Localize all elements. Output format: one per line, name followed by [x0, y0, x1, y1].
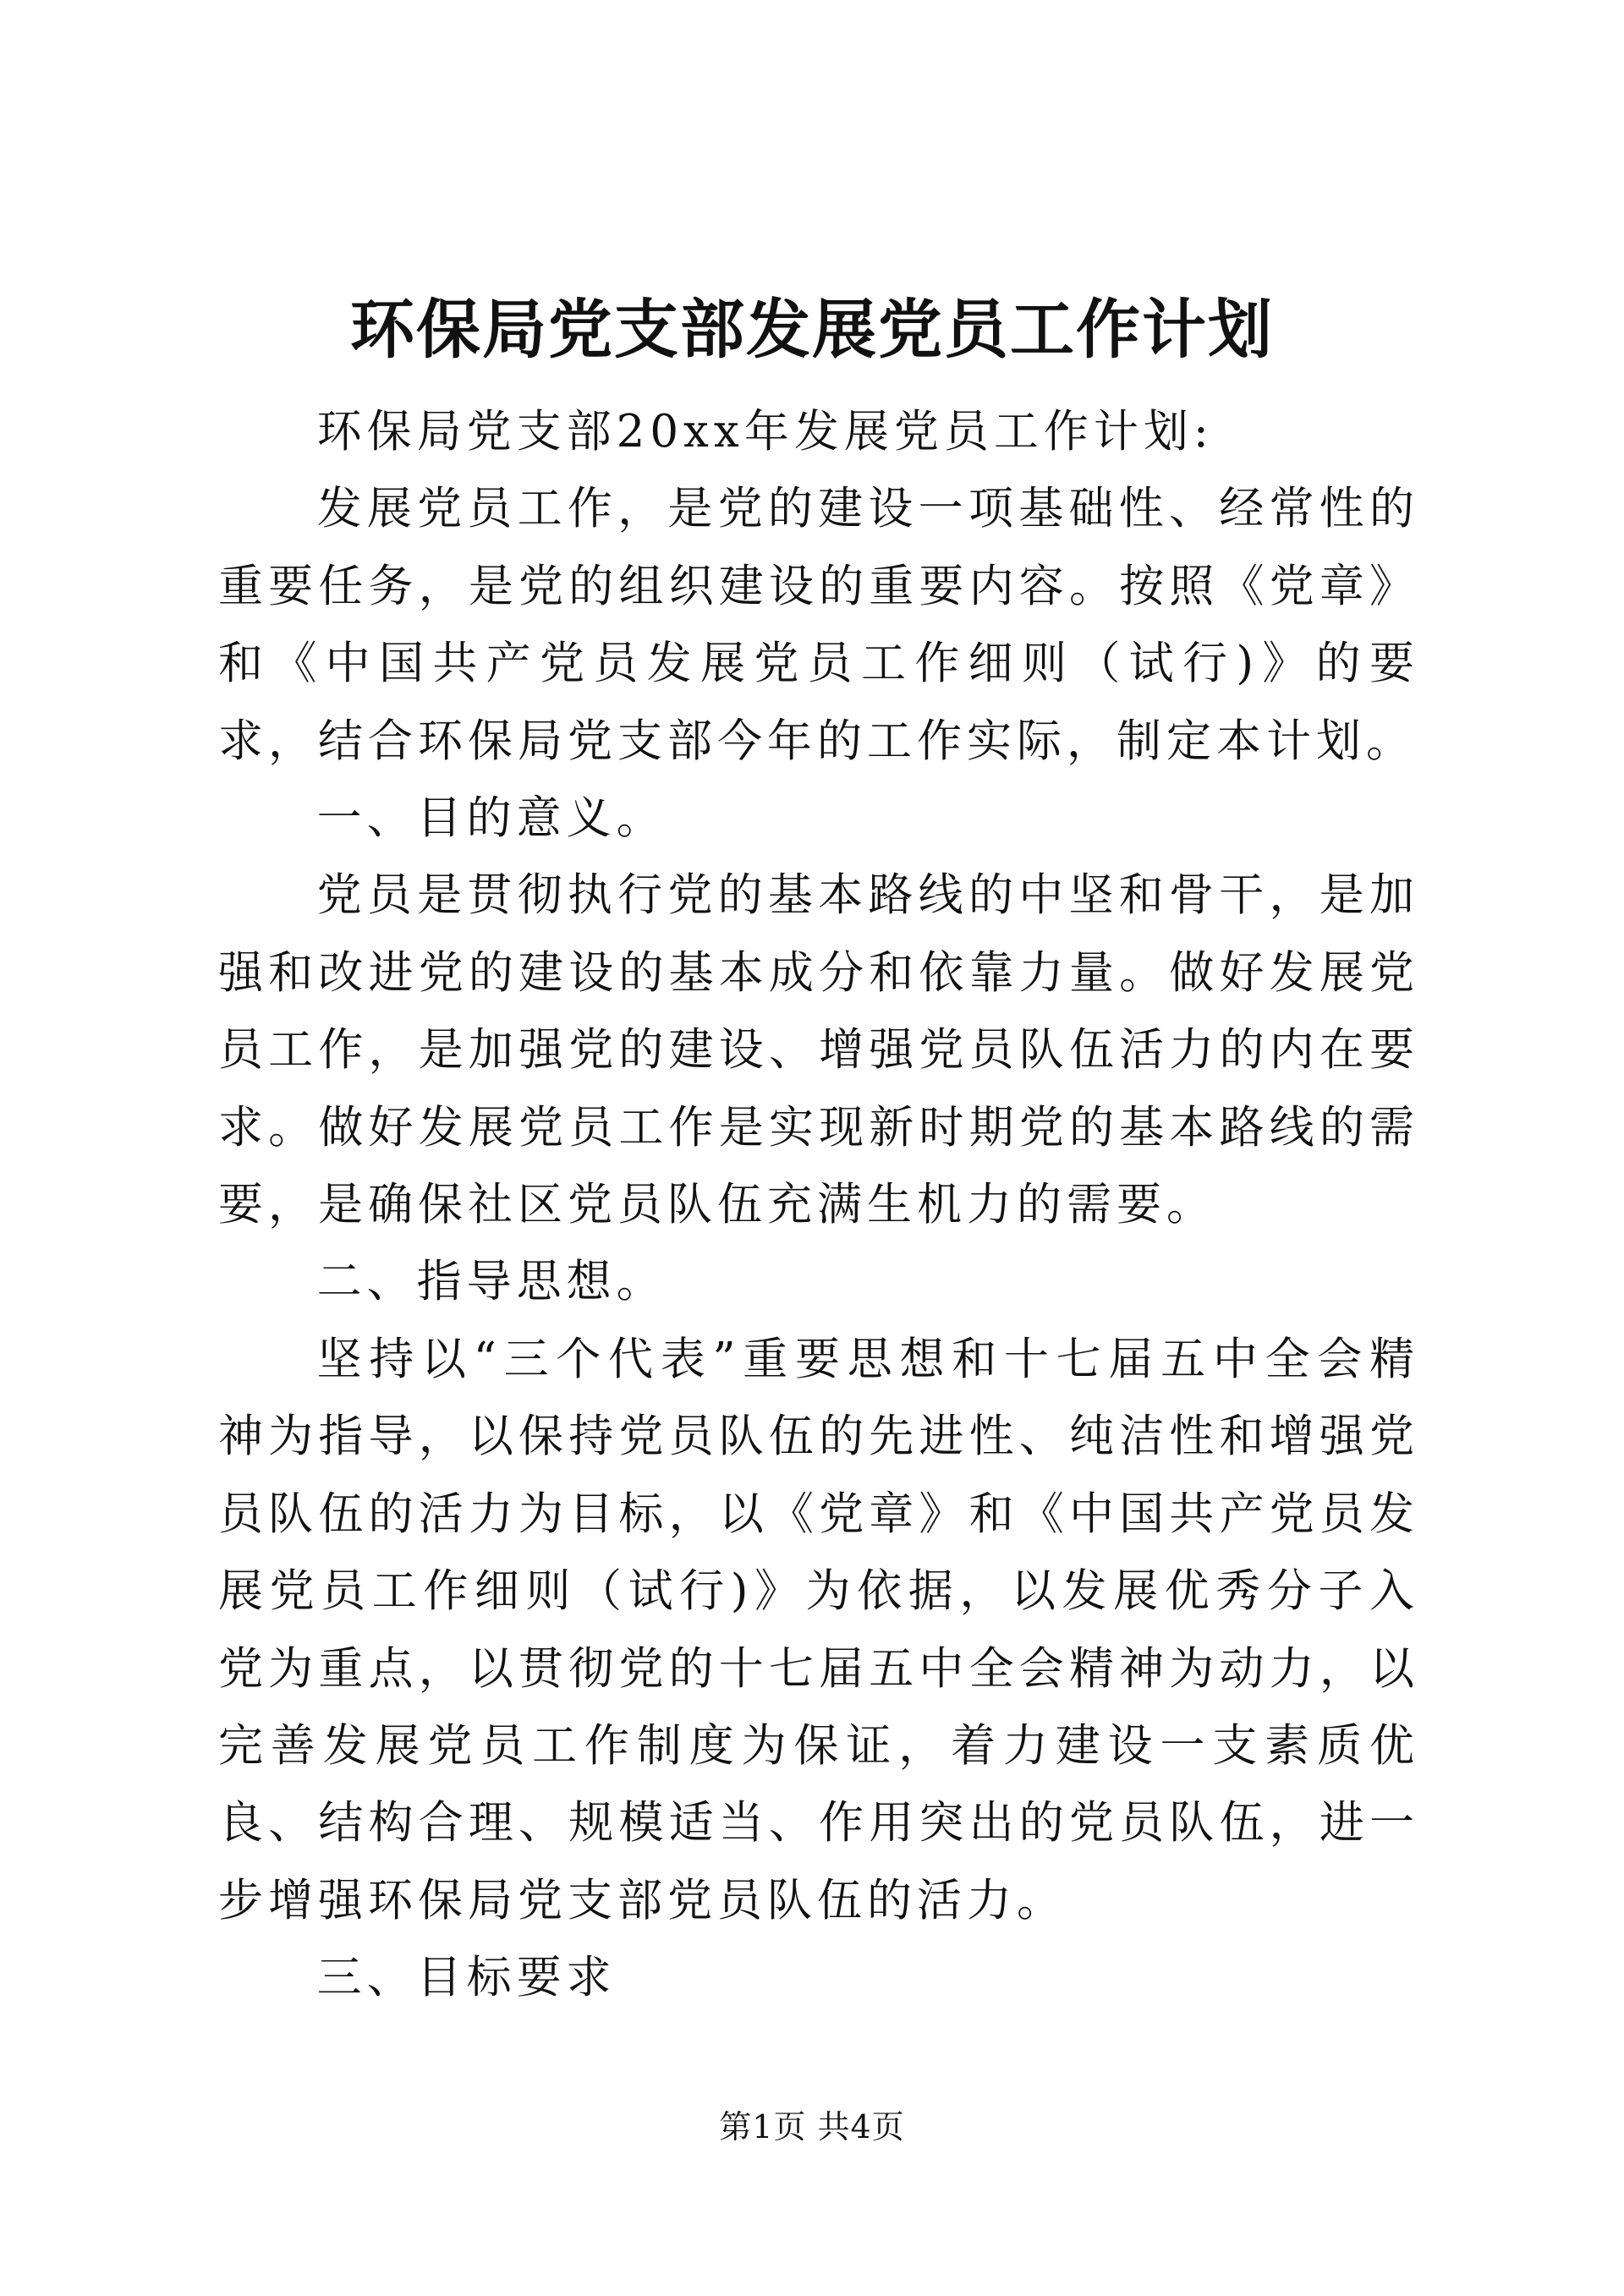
section-heading-goals: 三、目标要求 [316, 1952, 617, 2004]
document-body [218, 393, 1419, 2017]
paragraph-overview: 发展党员工作，是党的建设一项基础性、经常性的重要任务，是党的组织建设的重要内容。按照《党章》和《中国共产党员发展党员工作细则（试行)》的要求，结合环保局党支部今年的工作实际，制定本计划。 [218, 483, 1419, 767]
section-heading-purpose: 一、目的意义。 [316, 792, 667, 845]
page-footer: 第1页 共4页 [719, 2108, 905, 2145]
paragraph-guideline: 坚持以“三个代表”重要思想和十七届五中全会精神为指导，以保持党员队伍的先进性、纯洁性和增强党员队伍的活力为目标，以《党章》和《中国共产党员发展党员工作细则（试行)》为依据，以发展优秀分子入党为重点，以贯彻党的十七届五中全会精神为动力，以完善发展党员工作制度为保证，着力建设一支素质优良、结构合理、规模适当、作用突出的党员队伍，进一步增强环保局党支部党员队伍的活力。 [218, 1333, 1419, 1926]
section-heading-guideline: 二、指导思想。 [316, 1256, 667, 1308]
paragraph-purpose: 党员是贯彻执行党的基本路线的中坚和骨干，是加强和改进党的建设的基本成分和依靠力量。做好发展党员工作，是加强党的建设、增强党员队伍活力的内在要求。做好发展党员工作是实现新时期党的基本路线的需要，是确保社区党员队伍充满生机力的需要。 [218, 869, 1419, 1231]
paragraph-intro: 环保局党支部20xx年发展党员工作计划: [316, 406, 1214, 458]
document-title: 环保局党支部发展党员工作计划 [350, 292, 1274, 367]
